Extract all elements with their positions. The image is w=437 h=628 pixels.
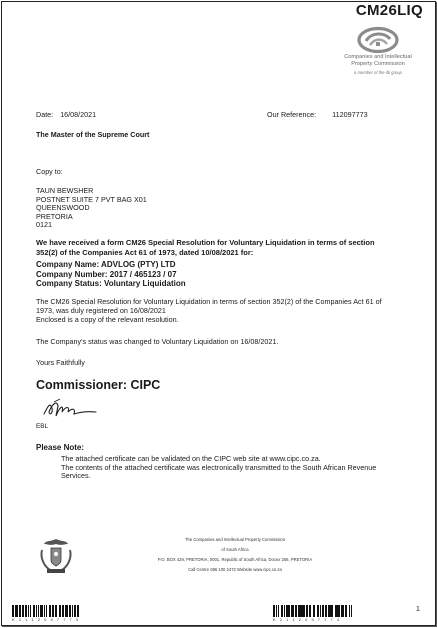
date-value: 16/08/2021	[60, 110, 97, 119]
body-line2: 1973, was duly registered on 16/08/2021	[36, 305, 166, 315]
reference-row	[267, 110, 368, 119]
footer-address	[140, 535, 330, 575]
barcode-bar	[44, 605, 45, 617]
footer-line4: Call Centre 086 100 2472 Website www.cipc.co.za	[188, 567, 282, 572]
barcode-bar	[295, 605, 297, 617]
barcode-bar	[284, 605, 285, 617]
barcode-bar	[69, 605, 71, 617]
barcode-bar	[30, 605, 31, 617]
address-line: TAUN BEWSHER	[36, 186, 94, 195]
intro-paragraph	[36, 238, 375, 257]
barcode-right-text: K 2 1 1 2 0 9 7 7 7 3	[273, 617, 341, 622]
barcode-bar	[33, 605, 35, 617]
barcode-bar	[40, 605, 42, 617]
address-line: POSTNET SUITE 7 PVT BAG X01	[36, 194, 147, 204]
barcode-bar	[317, 605, 319, 617]
coat-of-arms-icon	[36, 536, 76, 576]
barcode-bar	[278, 605, 279, 617]
org-name-line1: Companies and Intellectual	[344, 54, 412, 60]
company-status: Company Status: Voluntary Liquidation	[36, 279, 186, 289]
form-code: CM26LIQ	[355, 2, 423, 19]
barcode-bar	[66, 605, 67, 617]
intro-line1: We have received a form CM26 Special Resolution for Voluntary Liquidation in terms of section	[36, 238, 375, 247]
page-number: 1	[416, 606, 420, 613]
barcode-bar	[49, 605, 51, 617]
barcode-bar	[55, 605, 57, 617]
barcode-bar	[72, 605, 73, 617]
cipc-logo	[328, 26, 428, 75]
body-line1: The CM26 Special Resolution for Voluntary Liquidation in terms of section 352(2) of the Companies Act 61 of	[36, 297, 382, 306]
barcode-bar	[28, 605, 29, 617]
barcode-right-bars	[273, 605, 357, 617]
footer-line1: The Companies and Intellectual Property Commission	[184, 537, 286, 542]
barcode-bar	[25, 605, 27, 617]
company-number: Company Number: 2017 / 465123 / 07	[36, 269, 177, 279]
barcode-bar	[306, 605, 307, 617]
note-line3: Services.	[61, 471, 91, 481]
recipient: The Master of the Supreme Court	[36, 130, 150, 139]
barcode-bar	[325, 605, 327, 617]
status-change-paragraph: The Company's status was changed to Voluntary Liquidation on 16/08/2021.	[36, 337, 279, 346]
copy-to-address	[36, 187, 147, 230]
barcode-bar	[349, 605, 350, 617]
barcode-bar	[288, 605, 290, 617]
date-row	[36, 110, 96, 119]
barcode-right	[273, 605, 357, 622]
commissioner-title: Commissioner: CIPC	[36, 378, 161, 392]
please-note-heading: Please Note:	[36, 443, 85, 452]
barcode-bar	[304, 605, 305, 617]
body-paragraph	[36, 298, 382, 324]
barcode-bar	[16, 605, 17, 617]
intro-line2: 352(2) of the Companies Act 61 of 1973, dated 10/08/2021 for:	[36, 247, 254, 257]
barcode-bar	[322, 605, 323, 617]
reference-value: 112097773	[332, 110, 368, 119]
org-tagline: a member of the dti group	[354, 70, 402, 75]
note-line1: The attached certificate can be validated on the CIPC web site at www.cipc.co.za.	[61, 454, 321, 463]
barcode-bar	[292, 605, 293, 617]
company-details	[36, 260, 186, 289]
cipc-logo-icon	[356, 26, 400, 54]
barcode-bar	[301, 605, 303, 617]
footer-line2: of South Africa	[221, 547, 249, 552]
barcode-bar	[19, 605, 21, 617]
reference-label: Our Reference:	[267, 110, 317, 119]
footer-line3: P.O. BOX 429, PRETORIA, 0001, Republic of South Africa, Docex 256, PRETORIA	[157, 557, 313, 562]
date-label: Date:	[36, 110, 54, 119]
barcode-left-text: K 2 1 1 2 0 9 7 7 7 3	[12, 617, 80, 622]
company-name: Company Name: ADVLOG (PTY) LTD	[36, 260, 176, 269]
address-line: QUEENSWOOD	[36, 203, 90, 213]
barcode-bar	[276, 605, 277, 617]
barcode-bar	[338, 605, 340, 617]
address-line: PRETORIA	[36, 211, 73, 221]
barcode-left	[12, 605, 84, 622]
barcode-bar	[281, 605, 283, 617]
address-line: 0121	[36, 220, 52, 230]
body-line3: Enclosed is a copy of the relevant resolution.	[36, 314, 179, 324]
barcode-bar	[273, 605, 275, 617]
document-page	[1, 1, 436, 626]
barcode-bar	[314, 605, 315, 617]
barcode-bar	[342, 605, 343, 617]
barcode-bar	[320, 605, 321, 617]
barcode-bar	[345, 605, 347, 617]
closing: Yours Faithfully	[36, 358, 85, 367]
barcode-bar	[77, 605, 79, 617]
org-name-line2: Property Commission	[351, 60, 405, 67]
barcode-bar	[62, 605, 64, 617]
note-line2: The contents of the attached certificate was electronically transmitted to the South African Revenue	[61, 462, 377, 472]
barcode-bar	[351, 605, 352, 617]
barcode-left-bars	[12, 605, 84, 617]
copy-to-label: Copy to:	[36, 167, 63, 176]
barcode-bar	[331, 605, 333, 617]
barcode-bar	[46, 605, 47, 617]
note-body	[61, 455, 376, 481]
barcode-bar	[12, 605, 14, 617]
barcode-bar	[309, 605, 311, 617]
signer-initials: EBL	[36, 423, 49, 430]
signature-icon	[40, 394, 100, 424]
barcode-bar	[38, 605, 39, 617]
